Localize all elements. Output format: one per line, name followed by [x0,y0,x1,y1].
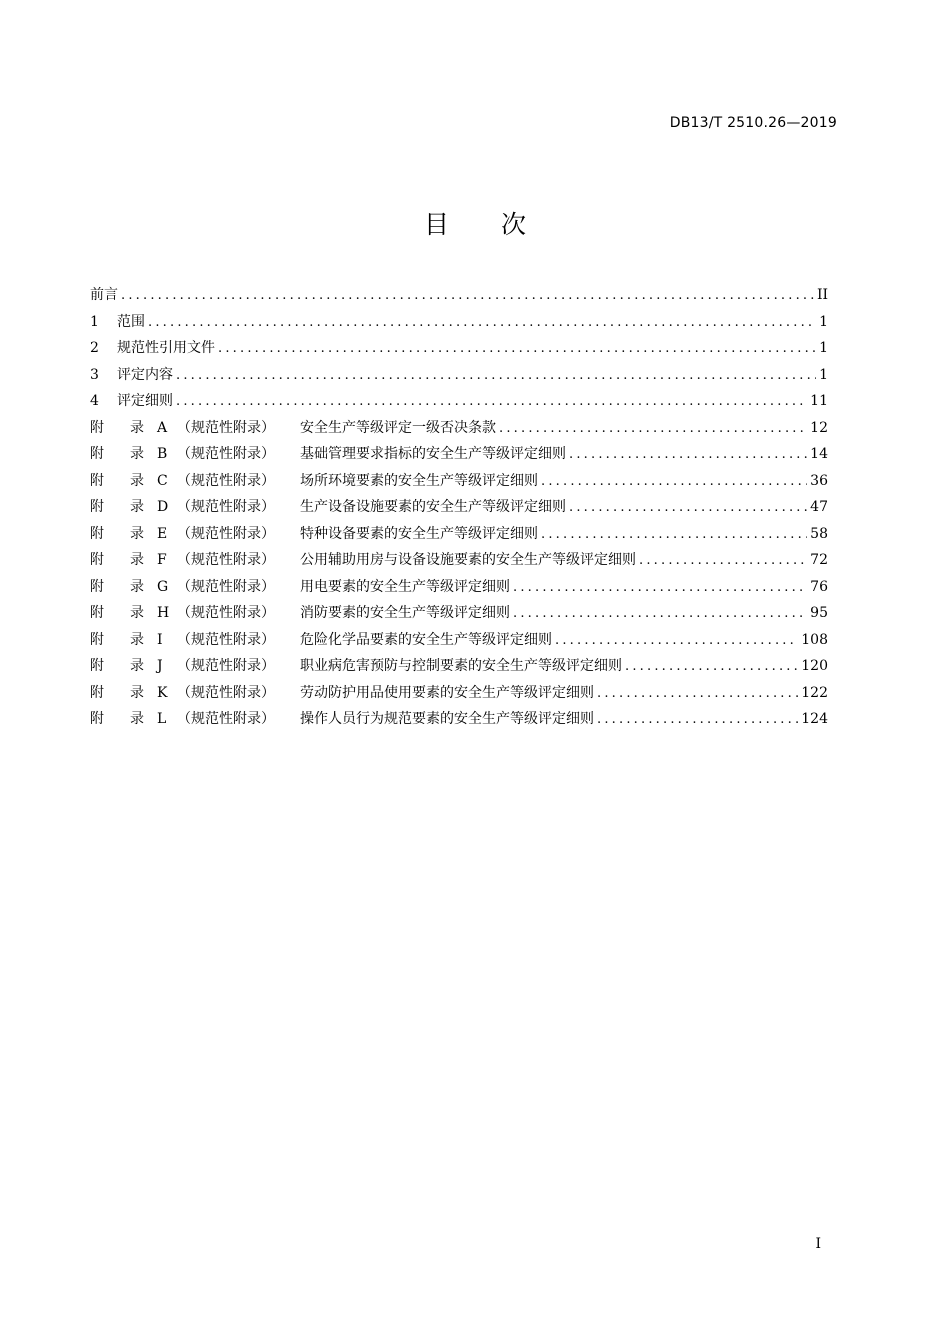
toc-entry-foreword[interactable] [90,284,828,311]
toc-entry-normative-references[interactable] [90,337,828,364]
toc-entry-page: 36 [810,472,828,489]
appendix-letter: A [157,419,168,436]
toc-entry-page: 72 [810,552,828,568]
appendix-title: 特种设备要素的安全生产等级评定细则 [300,525,538,542]
toc-entry-page: 95 [810,605,828,621]
appendix-letter: G [157,578,169,595]
toc-appendix-h[interactable] [90,602,828,629]
toc-dot-leader [541,527,807,542]
appendix-title: 基础管理要求指标的安全生产等级评定细则 [300,446,566,462]
toc-entry-number: 2 [90,340,99,356]
appendix-letter: B [157,446,168,462]
appendix-prefix: 附 [90,711,104,727]
toc-dot-leader [541,474,807,489]
toc-dot-leader [555,633,798,648]
appendix-type: （规范性附录） [177,578,275,595]
appendix-prefix: 录 [130,605,144,621]
toc-entry-page: 1 [819,340,828,356]
appendix-title: 用电要素的安全生产等级评定细则 [300,578,510,595]
appendix-prefix: 附 [90,472,104,489]
toc-dot-leader [569,500,807,515]
toc-entry-page: 120 [801,658,828,674]
toc-entry-label: 规范性引用文件 [117,340,215,356]
toc-entry-label: 评定内容 [117,366,173,383]
appendix-prefix: 录 [130,711,144,727]
toc-appendix-l[interactable] [90,708,828,735]
appendix-type: （规范性附录） [177,525,275,542]
appendix-prefix: 录 [130,578,144,595]
appendix-title: 安全生产等级评定一级否决条款 [300,419,496,436]
toc-entry-assessment-content[interactable] [90,364,828,391]
toc-dot-leader [148,315,816,330]
appendix-prefix: 附 [90,552,104,568]
toc-dot-leader [513,580,807,595]
appendix-title: 消防要素的安全生产等级评定细则 [300,605,510,621]
appendix-letter: C [157,472,168,489]
table-of-contents [90,284,828,735]
toc-entry-number: 3 [90,366,99,383]
toc-entry-number: 1 [90,313,99,330]
appendix-prefix: 附 [90,525,104,542]
toc-entry-page: 1 [819,366,828,383]
appendix-prefix: 附 [90,578,104,595]
standard-code: DB13/T 2510.26—2019 [669,115,837,131]
appendix-letter: K [157,684,168,701]
toc-dot-leader [176,368,816,383]
appendix-title: 生产设备设施要素的安全生产等级评定细则 [300,499,566,515]
appendix-letter: H [157,605,170,621]
appendix-prefix: 附 [90,446,104,462]
toc-entry-label: 评定细则 [117,393,173,409]
appendix-type: （规范性附录） [177,631,275,648]
appendix-letter: J [157,658,163,674]
appendix-prefix: 录 [130,684,144,701]
appendix-letter: L [157,711,167,727]
toc-appendix-c[interactable] [90,470,828,497]
appendix-type: （规范性附录） [177,472,275,489]
toc-entry-page: 122 [801,684,828,701]
appendix-prefix: 录 [130,525,144,542]
toc-entry-page: 14 [810,446,828,462]
toc-dot-leader [597,712,798,727]
toc-entry-page: 76 [810,578,828,595]
toc-title: 目 次 [424,210,548,239]
toc-entry-page: 124 [801,711,828,727]
appendix-prefix: 录 [130,631,144,648]
appendix-title: 劳动防护用品使用要素的安全生产等级评定细则 [300,684,594,701]
toc-entry-scope[interactable] [90,311,828,338]
appendix-title: 操作人员行为规范要素的安全生产等级评定细则 [300,711,594,727]
appendix-letter: E [157,525,168,542]
toc-appendix-k[interactable] [90,682,828,709]
toc-dot-leader [625,659,798,674]
toc-dot-leader [597,686,798,701]
appendix-prefix: 录 [130,472,144,489]
toc-dot-leader [569,447,807,462]
appendix-type: （规范性附录） [177,605,275,621]
toc-dot-leader [499,421,807,436]
appendix-type: （规范性附录） [177,446,275,462]
toc-entry-page: 11 [810,393,828,409]
toc-entry-page: 58 [810,525,828,542]
toc-entry-label: 前言 [90,287,118,303]
toc-appendix-b[interactable] [90,443,828,470]
appendix-prefix: 录 [130,552,144,568]
appendix-type: （规范性附录） [177,419,275,436]
appendix-prefix: 录 [130,446,144,462]
toc-entry-page: 1 [819,313,828,330]
appendix-prefix: 附 [90,684,104,701]
toc-entry-page: 47 [810,499,828,515]
toc-entry-page: 108 [801,631,828,648]
appendix-prefix: 附 [90,658,104,674]
toc-dot-leader [513,606,807,621]
appendix-prefix: 附 [90,499,104,515]
appendix-title: 危险化学品要素的安全生产等级评定细则 [300,631,552,648]
appendix-type: （规范性附录） [177,499,275,515]
appendix-letter: F [157,552,167,568]
toc-dot-leader [639,553,807,568]
toc-appendix-a[interactable] [90,417,828,444]
toc-entry-assessment-rules[interactable] [90,390,828,417]
toc-appendix-d[interactable] [90,496,828,523]
toc-entry-label: 范围 [117,313,145,330]
toc-dot-leader [218,341,816,356]
toc-entry-page: 12 [810,419,828,436]
appendix-title: 公用辅助用房与设备设施要素的安全生产等级评定细则 [300,552,636,568]
appendix-type: （规范性附录） [177,552,275,568]
appendix-title: 职业病危害预防与控制要素的安全生产等级评定细则 [300,658,622,674]
toc-appendix-j[interactable] [90,655,828,682]
toc-appendix-e[interactable] [90,523,828,550]
appendix-title: 场所环境要素的安全生产等级评定细则 [300,472,538,489]
appendix-prefix: 附 [90,419,104,436]
appendix-prefix: 录 [130,419,144,436]
toc-appendix-g[interactable] [90,576,828,603]
appendix-type: （规范性附录） [177,658,275,674]
toc-appendix-i[interactable] [90,629,828,656]
toc-entry-page: II [816,287,828,303]
appendix-type: （规范性附录） [177,684,275,701]
appendix-prefix: 录 [130,658,144,674]
toc-dot-leader [176,394,807,409]
appendix-letter: I [157,631,163,648]
toc-entry-number: 4 [90,393,99,409]
toc-dot-leader [121,288,814,303]
appendix-prefix: 录 [130,499,144,515]
appendix-prefix: 附 [90,631,104,648]
page-number: I [815,1236,821,1252]
appendix-letter: D [157,499,169,515]
appendix-prefix: 附 [90,605,104,621]
appendix-type: （规范性附录） [177,711,275,727]
toc-appendix-f[interactable] [90,549,828,576]
